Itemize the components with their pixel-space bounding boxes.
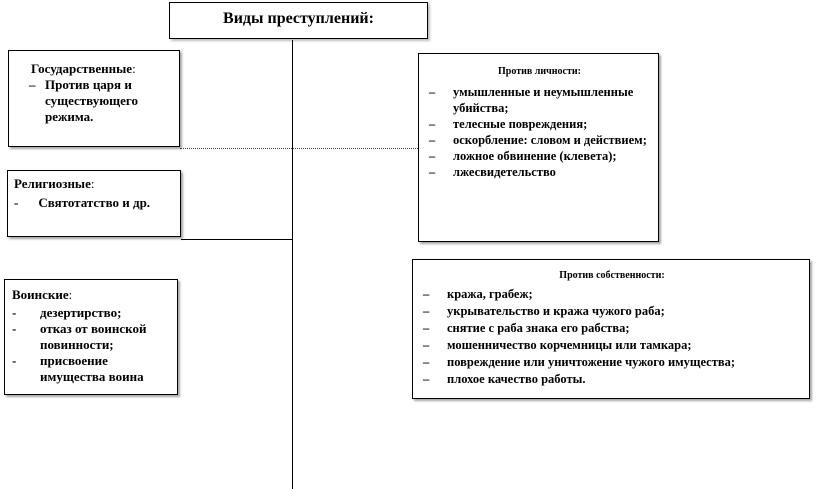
crimes-against-person-header: Против личности: (498, 66, 581, 77)
title-box (169, 2, 428, 39)
list-item: – кража, грабеж; (423, 287, 533, 301)
list-item: – снятие с раба знака его рабства; (423, 321, 630, 335)
state-crimes-header: Государственные: (31, 61, 136, 76)
dash-marker: – (29, 77, 36, 92)
list-item: – ложное обвинение (клевета); (429, 149, 617, 163)
diagram-title: Виды преступлений: (223, 10, 374, 27)
list-item: – лжесвидетельство (429, 165, 556, 179)
dash-marker: - (14, 195, 19, 210)
dash-marker: – (423, 372, 430, 386)
list-item: – мошенничество корчемницы или тамкара; (423, 338, 692, 352)
dash-marker: - (12, 321, 17, 336)
dash-marker: – (423, 287, 430, 301)
dash-marker: – (423, 304, 430, 318)
list-item: – повреждение или уничтожение чужого имущества; (423, 355, 736, 369)
dash-marker: - (12, 305, 17, 320)
dash-marker: – (423, 338, 430, 352)
dash-marker: – (429, 133, 436, 147)
dash-marker: – (429, 85, 436, 99)
box-crimes-against-property (412, 259, 810, 399)
box-crimes-against-person (418, 53, 659, 242)
central-vertical-line (292, 40, 293, 489)
dash-marker: – (429, 117, 436, 131)
dash-marker: - (12, 353, 17, 368)
military-crimes-list (12, 305, 172, 385)
dash-marker: – (429, 165, 436, 179)
list-item: – телесные повреждения; (429, 117, 588, 131)
dash-marker: – (429, 149, 436, 163)
crimes-against-property-header: Против собственности: (559, 270, 665, 281)
dash-marker: – (423, 355, 430, 369)
dash-marker: – (423, 321, 430, 335)
crimes-against-property-list (423, 286, 801, 388)
list-item: – оскорбление: словом и действием; (429, 133, 647, 147)
list-item: – укрывательство и кража чужого раба; (423, 304, 665, 318)
list-item: - Святотатство и др. (14, 195, 151, 210)
connector-line-rel (181, 239, 293, 240)
box-religious-crimes (7, 170, 181, 237)
connector-line-gos-lich (180, 148, 418, 149)
list-item: – Против царя и существующего режима. (29, 77, 138, 124)
list-item: - дезертирство; (12, 305, 122, 320)
box-military-crimes (4, 279, 178, 395)
box-state-crimes (8, 50, 180, 147)
list-item: – плохое качество работы. (423, 372, 586, 386)
list-item: - отказ от воинской повинности; (12, 321, 147, 352)
list-item: – умышленные и неумышленные убийства; (429, 85, 634, 115)
military-crimes-header: Воинские: (12, 287, 73, 302)
list-item: - присвоение имущества воина (12, 353, 144, 384)
state-crimes-list (31, 77, 171, 125)
religious-crimes-header: Религиозные: (14, 176, 95, 191)
crimes-against-person-list (429, 84, 650, 180)
